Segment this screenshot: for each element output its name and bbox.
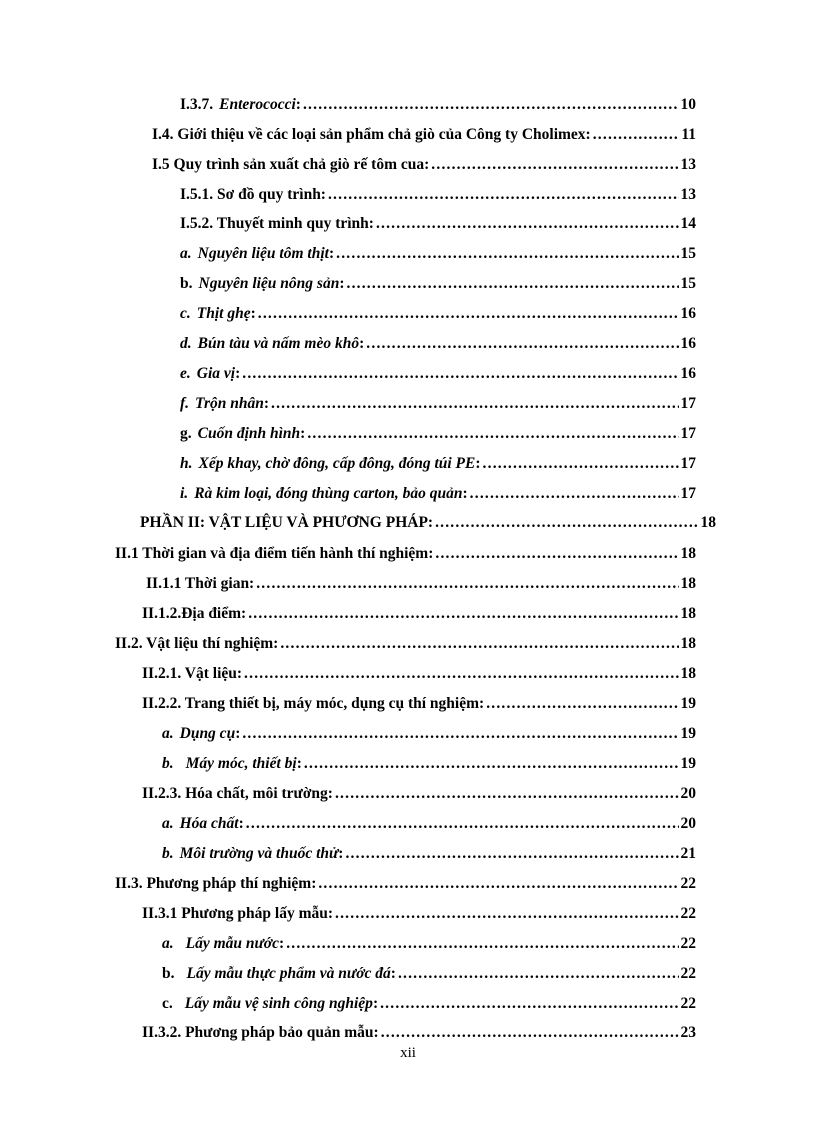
dot-leader [366,334,678,354]
toc-entry[interactable]: I.3.7. Enterococci: ..... 10 [180,95,696,115]
page-number: 10 [680,96,696,113]
toc-entry[interactable]: b. Môi trường và thuốc thử: ..... 21 [162,844,696,864]
toc-entry[interactable]: a. Lấy mẫu nước: ..... 22 [162,934,696,954]
page-number: 18 [680,605,696,622]
page-number: 22 [680,995,696,1012]
dot-leader [258,304,679,324]
toc-entry-section[interactable]: PHẦN II: VẬT LIỆU VÀ PHƯƠNG PHÁP: ..... 18 [140,513,716,533]
toc-entry[interactable]: a. Dụng cụ: ..... 19 [162,724,696,744]
page-number: 20 [680,785,696,802]
page-number: 18 [680,575,696,592]
toc-entry[interactable]: II.2.2. Trang thiết bị, máy móc, dụng cụ thí nghiệm: ..... 19 [142,694,696,714]
page-number: 16 [680,335,696,352]
page-number: 19 [680,725,696,742]
dot-leader [345,844,678,864]
dot-leader [435,513,698,533]
toc-entry[interactable]: II.1 Thời gian và địa điểm tiến hành thí nghiệm: ..... 18 [115,544,696,564]
page-number: 13 [680,156,696,173]
page-number: 16 [680,365,696,382]
dot-leader [303,95,679,115]
toc-entry[interactable]: II.1.2.Địa điểm: ..... 18 [142,604,696,624]
dot-leader [335,784,679,804]
dot-leader [483,454,679,474]
dot-leader [380,994,678,1014]
toc-entry[interactable]: a. Nguyên liệu tôm thịt: ..... 15 [180,244,696,264]
page-number: 11 [681,126,696,143]
toc-entry[interactable]: II.1.1 Thời gian: ..... 18 [146,574,696,594]
page-number: 22 [680,965,696,982]
toc-entry[interactable]: II.2. Vật liệu thí nghiệm: ..... 18 [115,634,696,654]
dot-leader [431,155,678,175]
dot-leader [435,544,678,564]
dot-leader [381,1023,679,1043]
page-number: 15 [680,245,696,262]
dot-leader [304,754,679,774]
dot-leader [307,424,678,444]
dot-leader [335,904,678,924]
toc-entry[interactable]: b. Máy móc, thiết bị: ..... 19 [162,754,696,774]
page-number: 16 [680,305,696,322]
page-number: 17 [680,485,696,502]
toc-entry[interactable]: i. Rà kim loại, đóng thùng carton, bảo quản: ..... 17 [180,484,696,504]
dot-leader [486,694,678,714]
dot-leader [336,244,678,264]
dot-leader [376,214,679,234]
toc-entry[interactable]: II.3.1 Phương pháp lấy mẫu: ..... 22 [142,904,696,924]
toc-entry[interactable]: I.5.1. Sơ đồ quy trình: ..... 13 [180,185,696,205]
page-number: 17 [680,455,696,472]
toc-entry[interactable]: I.5 Quy trình sản xuất chả giò rế tôm cua: ..... 13 [152,155,696,175]
page-number: 22 [680,875,696,892]
toc-entry[interactable]: b. Nguyên liệu nông sản: ..... 15 [180,274,696,294]
dot-leader [248,604,678,624]
toc-entry[interactable]: b. Lấy mẫu thực phẩm và nước đá: ..... 22 [162,964,696,984]
toc-entry[interactable]: g. Cuốn định hình: ..... 17 [180,424,696,444]
dot-leader [280,634,678,654]
toc-entry[interactable]: II.3. Phương pháp thí nghiệm: ..... 22 [115,874,696,894]
dot-leader [242,724,678,744]
page-number: 13 [680,186,696,203]
dot-leader [256,574,678,594]
page-number: 22 [680,935,696,952]
toc-entry[interactable]: c. Thịt ghẹ: ..... 16 [180,304,696,324]
dot-leader [318,874,678,894]
toc-entry[interactable]: II.2.1. Vật liệu: ..... 18 [142,664,696,684]
dot-leader [398,964,679,984]
page-footer-number: xii [400,1045,416,1061]
dot-leader [328,185,679,205]
toc-entry[interactable]: II.3.2. Phương pháp bảo quản mẫu: ..... 23 [142,1023,696,1043]
dot-leader [593,125,680,145]
dot-leader [286,934,678,954]
dot-leader [271,394,679,414]
page-number: 17 [680,395,696,412]
toc-entry[interactable]: I.4. Giới thiệu về các loại sản phẩm chả giò của Công ty Cholimex: ..... 11 [152,125,696,145]
toc-entry[interactable]: c. Lấy mẫu vệ sinh công nghiệp: ..... 22 [162,994,696,1014]
page-number: 18 [700,514,716,531]
dot-leader [470,484,679,504]
dot-leader [246,814,679,834]
page-number: 19 [680,755,696,772]
toc-entry[interactable]: h. Xếp khay, chờ đông, cấp đông, đóng túi PE: ..... 17 [180,454,696,474]
dot-leader [244,664,678,684]
toc-entry[interactable]: a. Hóa chất: ..... 20 [162,814,696,834]
page-number: 14 [680,215,696,232]
page-number: 19 [680,695,696,712]
page-number: 23 [680,1024,696,1041]
toc-entry[interactable]: II.2.3. Hóa chất, môi trường: ..... 20 [142,784,696,804]
page-number: 17 [680,425,696,442]
page-number: 22 [680,905,696,922]
page-number: 18 [680,545,696,562]
page-number: 21 [680,845,696,862]
page-number: 18 [680,665,696,682]
dot-leader [242,364,678,384]
page-number: 20 [680,815,696,832]
dot-leader [347,274,679,294]
toc-entry[interactable]: d. Bún tàu và nấm mèo khô: ..... 16 [180,334,696,354]
toc-entry[interactable]: I.5.2. Thuyết minh quy trình: ..... 14 [180,214,696,234]
page-number: 18 [680,635,696,652]
toc-entry[interactable]: e. Gia vị: ..... 16 [180,364,696,384]
toc-entry[interactable]: f. Trộn nhân: ..... 17 [180,394,696,414]
page-number: 15 [680,275,696,292]
